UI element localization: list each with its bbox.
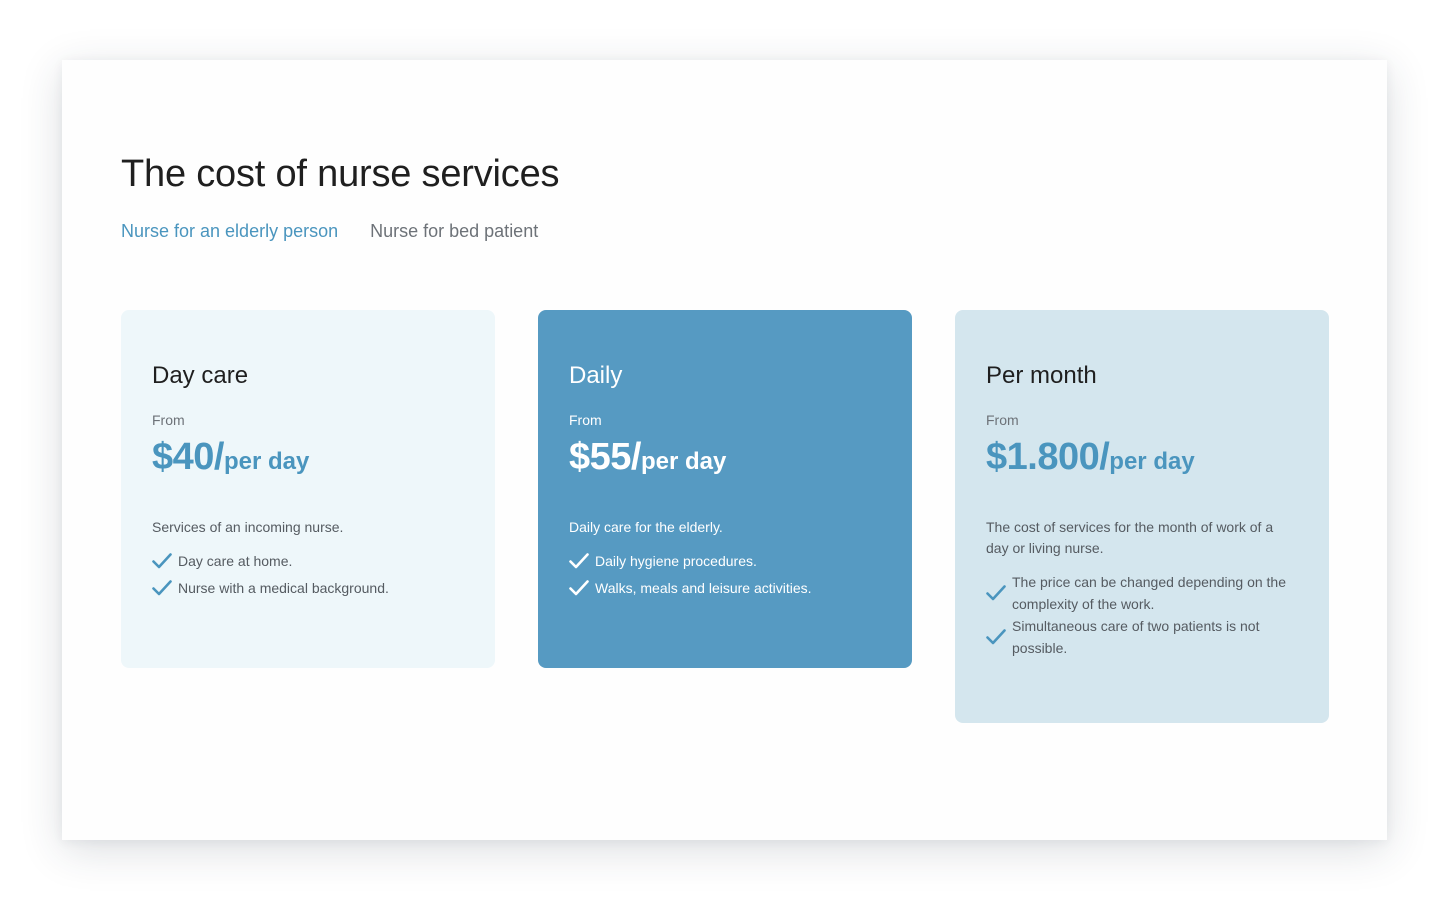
- card-title: Per month: [986, 362, 1097, 389]
- feature-text: Simultaneous care of two patients is not possible.: [1012, 618, 1260, 656]
- price-amount: $40/: [152, 436, 224, 478]
- pricing-card-per-month: [955, 310, 1329, 723]
- feature-list: [986, 571, 1298, 659]
- feature-item: [152, 550, 464, 572]
- feature-text: Walks, meals and leisure activities.: [595, 580, 812, 596]
- feature-item: [569, 577, 881, 599]
- card-title: Daily: [569, 362, 623, 389]
- card-description: Services of an incoming nurse.: [152, 519, 344, 535]
- feature-list: [152, 550, 464, 599]
- pricing-card-daily: [538, 310, 912, 668]
- tab-elderly-person[interactable]: Nurse for an elderly person: [121, 221, 339, 241]
- price-from-label: From: [986, 412, 1019, 428]
- feature-item: [152, 577, 464, 599]
- feature-list: [569, 550, 881, 599]
- price-from-label: From: [569, 412, 602, 428]
- card-title: Day care: [152, 362, 249, 389]
- checkmark-icon: [152, 553, 172, 569]
- price-unit: per day: [223, 448, 310, 475]
- service-tabs: [121, 220, 570, 242]
- feature-item: [986, 571, 1298, 615]
- pricing-card-day-care: [121, 310, 495, 668]
- price-amount: $55/: [569, 436, 641, 478]
- price-amount: $1.800/: [986, 436, 1110, 478]
- feature-text: The price can be changed depending on the complexity of the work.: [1012, 574, 1286, 612]
- price: [986, 435, 1298, 487]
- feature-item: [986, 615, 1298, 659]
- feature-text: Day care at home.: [178, 553, 293, 569]
- price: [152, 435, 464, 487]
- checkmark-icon: [986, 585, 1006, 601]
- checkmark-icon: [569, 580, 589, 596]
- price-from-label: From: [152, 412, 185, 428]
- price-unit: per day: [1109, 448, 1195, 475]
- price: [569, 435, 881, 487]
- price-unit: per day: [640, 448, 727, 475]
- checkmark-icon: [986, 629, 1006, 645]
- page-title: The cost of nurse services: [121, 153, 560, 195]
- feature-text: Daily hygiene procedures.: [595, 553, 757, 569]
- feature-item: [569, 550, 881, 572]
- checkmark-icon: [152, 580, 172, 596]
- checkmark-icon: [569, 553, 589, 569]
- tab-bed-patient[interactable]: Nurse for bed patient: [370, 221, 539, 241]
- card-description: The cost of services for the month of work of a day or living nurse.: [986, 519, 1274, 556]
- feature-text: Nurse with a medical background.: [178, 580, 389, 596]
- card-description: Daily care for the elderly.: [569, 519, 723, 535]
- pricing-panel: [62, 60, 1387, 840]
